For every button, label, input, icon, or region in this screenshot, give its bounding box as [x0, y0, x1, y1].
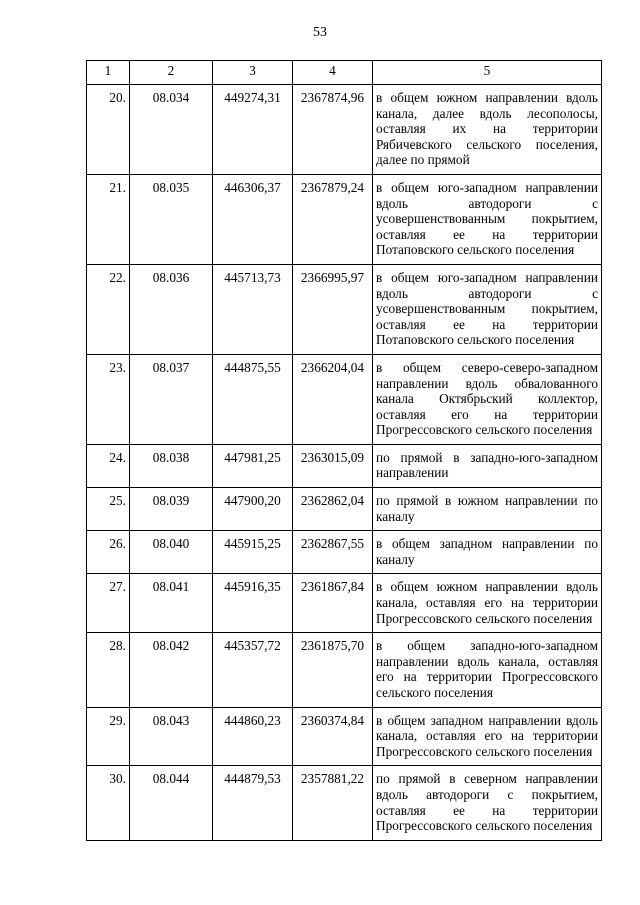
boundary-description: в общем юго-западном направлении вдоль автодороги с усовершенствованным покрытием, оставляя ее на территории Потаповского сельского поселения [373, 264, 602, 354]
boundary-description: по прямой в южном направлении по каналу [373, 488, 602, 531]
y-coordinate: 2366995,97 [293, 264, 373, 354]
boundary-description: в общем северо-северо-западном направлении вдоль обвалованного канала Октябрьский коллектор, оставляя его на территории Прогрессовского сельского поселения [373, 354, 602, 444]
x-coordinate: 445713,73 [213, 264, 293, 354]
x-coordinate: 446306,37 [213, 174, 293, 264]
point-id: 08.038 [130, 444, 213, 487]
row-number: 30. [87, 766, 130, 840]
x-coordinate: 444875,55 [213, 354, 293, 444]
row-number: 22. [87, 264, 130, 354]
page-number: 53 [313, 25, 327, 40]
point-id: 08.036 [130, 264, 213, 354]
table-row [87, 264, 602, 354]
y-coordinate: 2363015,09 [293, 444, 373, 487]
row-number: 26. [87, 531, 130, 574]
boundary-description: в общем западном направлении вдоль канала, оставляя его на территории Прогрессовского сельского поселения [373, 707, 602, 766]
boundary-description: в общем южном направлении вдоль канала, оставляя его на территории Прогрессовского сельского поселения [373, 574, 602, 633]
row-number: 29. [87, 707, 130, 766]
y-coordinate: 2367874,96 [293, 85, 373, 175]
y-coordinate: 2360374,84 [293, 707, 373, 766]
table-row [87, 444, 602, 487]
boundary-description: по прямой в западно-юго-западном направлении [373, 444, 602, 487]
point-id: 08.037 [130, 354, 213, 444]
table-row [87, 707, 602, 766]
x-coordinate: 445915,25 [213, 531, 293, 574]
point-id: 08.034 [130, 85, 213, 175]
row-number: 24. [87, 444, 130, 487]
x-coordinate: 447900,20 [213, 488, 293, 531]
boundary-description: в общем западно-юго-западном направлении вдоль канала, оставляя его на территории Прогрессовского сельского поселения [373, 633, 602, 707]
x-coordinate: 445357,72 [213, 633, 293, 707]
column-header-y: 4 [293, 61, 373, 85]
boundary-description: в общем юго-западном направлении вдоль автодороги с усовершенствованным покрытием, оставляя ее на территории Потаповского сельского поселения [373, 174, 602, 264]
column-header-point: 2 [130, 61, 213, 85]
table-row [87, 488, 602, 531]
row-number: 21. [87, 174, 130, 264]
point-id: 08.041 [130, 574, 213, 633]
point-id: 08.040 [130, 531, 213, 574]
row-number: 20. [87, 85, 130, 175]
boundary-coordinates-table [86, 60, 602, 841]
table-row [87, 531, 602, 574]
x-coordinate: 444860,23 [213, 707, 293, 766]
boundary-description: по прямой в северном направлении вдоль автодороги с покрытием, оставляя ее на территории Прогрессовского сельского поселения [373, 766, 602, 840]
point-id: 08.043 [130, 707, 213, 766]
y-coordinate: 2367879,24 [293, 174, 373, 264]
point-id: 08.039 [130, 488, 213, 531]
header-row [87, 61, 602, 85]
row-number: 23. [87, 354, 130, 444]
x-coordinate: 444879,53 [213, 766, 293, 840]
y-coordinate: 2362867,55 [293, 531, 373, 574]
table-row [87, 354, 602, 444]
y-coordinate: 2362862,04 [293, 488, 373, 531]
y-coordinate: 2361867,84 [293, 574, 373, 633]
row-number: 28. [87, 633, 130, 707]
boundary-description: в общем южном направлении вдоль канала, далее вдоль лесополосы, оставляя их на территории Рябичевского сельского поселения, далее по прямой [373, 85, 602, 175]
row-number: 27. [87, 574, 130, 633]
boundary-description: в общем западном направлении по каналу [373, 531, 602, 574]
point-id: 08.044 [130, 766, 213, 840]
y-coordinate: 2357881,22 [293, 766, 373, 840]
row-number: 25. [87, 488, 130, 531]
x-coordinate: 445916,35 [213, 574, 293, 633]
table-row [87, 174, 602, 264]
column-header-description: 5 [373, 61, 602, 85]
table-row [87, 633, 602, 707]
column-header-x: 3 [213, 61, 293, 85]
table-row [87, 766, 602, 840]
y-coordinate: 2361875,70 [293, 633, 373, 707]
table-row [87, 574, 602, 633]
table-row [87, 85, 602, 175]
x-coordinate: 449274,31 [213, 85, 293, 175]
x-coordinate: 447981,25 [213, 444, 293, 487]
point-id: 08.042 [130, 633, 213, 707]
point-id: 08.035 [130, 174, 213, 264]
column-header-number: 1 [87, 61, 130, 85]
y-coordinate: 2366204,04 [293, 354, 373, 444]
